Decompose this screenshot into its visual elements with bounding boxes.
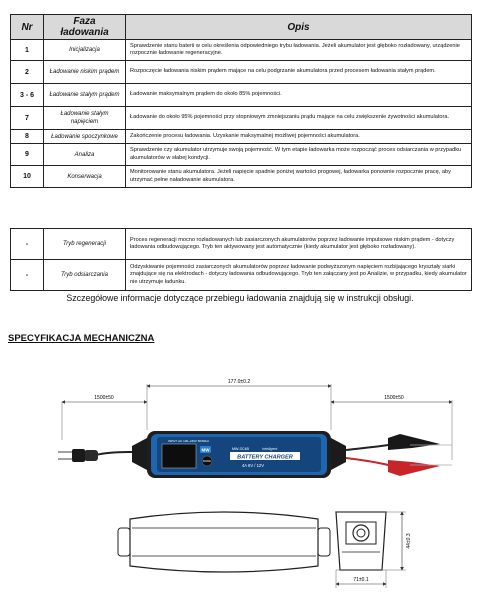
brand-badge: MW bbox=[201, 447, 210, 453]
row-description: Monitorowanie stanu akumulatora. Jeżeli napięcie spadnie poniżej wartości progowej, ładowarka ponownie rozpocznie pracę, aby utrzymać pełne naładowanie akumulatora. bbox=[126, 166, 472, 188]
dim-cable-left-label: 1500±50 bbox=[94, 395, 114, 401]
charger-end-view bbox=[336, 512, 386, 570]
dim-body-length-label: 177.0±0.2 bbox=[227, 379, 251, 385]
row-nr: 7 bbox=[11, 107, 44, 130]
ac-cable bbox=[58, 449, 132, 462]
row-phase: Analiza bbox=[44, 144, 126, 166]
mode-label: MODE bbox=[203, 460, 211, 463]
lcd-display bbox=[162, 444, 196, 468]
row-description: Ładowanie maksymalnym prądem do około 85% pojemności. bbox=[126, 84, 472, 107]
rating-label: 4A 6V / 12V bbox=[241, 463, 265, 468]
row-phase: Ładowanie niskim prądem bbox=[44, 61, 126, 84]
dim-height-label: 44±0.3 bbox=[406, 533, 412, 549]
row-phase: Tryb regeneracji bbox=[44, 229, 126, 260]
subtitle-label: Intelligent bbox=[262, 447, 278, 451]
dim-cable-right-label: 1500±50 bbox=[384, 395, 404, 401]
row-phase: Ładowanie stałym napięciem bbox=[44, 107, 126, 130]
model-label: MW-SC4B bbox=[232, 447, 249, 451]
output-cables bbox=[346, 434, 452, 476]
header-phase: Faza ładowania bbox=[44, 15, 126, 40]
row-phase: Ładowanie stałym prądem bbox=[44, 84, 126, 107]
dimension-width bbox=[336, 570, 386, 588]
row-nr: - bbox=[11, 229, 44, 260]
product-name: BATTERY CHARGER bbox=[237, 454, 293, 461]
row-nr: 9 bbox=[11, 144, 44, 166]
row-phase: Konserwacja bbox=[44, 166, 126, 188]
row-nr: 1 bbox=[11, 40, 44, 61]
row-phase: Tryb odsiarczania bbox=[44, 260, 126, 291]
info-text: Szczegółowe informacje dotyczące przebiegu ładowania znajdują się w instrukcji obsługi. bbox=[66, 293, 414, 303]
dimension-cable-left bbox=[62, 395, 147, 440]
header-nr: Nr bbox=[11, 15, 44, 40]
input-rating-label: INPUT: AC 100~240V 50/60Hz bbox=[168, 439, 209, 443]
row-nr: 8 bbox=[11, 130, 44, 144]
dim-width-label: 71±0.1 bbox=[353, 577, 369, 583]
row-phase: Ładowanie spoczynkowe bbox=[44, 130, 126, 144]
section-title: SPECYFIKACJA MECHANICZNA bbox=[8, 333, 155, 344]
row-description: Odzyskiwanie pojemności zasiarczonych akumulatorów poprzez ładowanie podwyższonym napięciem rozbijającego kryształy siarki znajdujące się na elektrodach - dotyczy ładowania odbudowującego. Tryb ten załączany jest po Analizie, w przypadku, kiedy akumulator nie utrzymuje ładunku. bbox=[126, 260, 472, 291]
row-description: Ładowanie do około 95% pojemności przy stopniowym zmniejszaniu prądu mające na celu zwiększenie żywotności akumulatora. bbox=[126, 107, 472, 130]
black-clamp bbox=[388, 434, 440, 450]
row-phase: Inicjalizacja bbox=[44, 40, 126, 61]
row-nr: - bbox=[11, 260, 44, 291]
row-nr: 2 bbox=[11, 61, 44, 84]
row-description: Sprawdzenie stanu baterii w celu określenia odpowiedniego trybu ładowania. Jeżeli akumulator jest głęboko rozładowany, urządzenie rozpocznie ładowanie regeneracyjne. bbox=[126, 40, 472, 61]
red-clamp bbox=[388, 460, 440, 476]
dimension-body-length bbox=[147, 379, 331, 430]
row-description: Rozpoczęcie ładowania niskim prądem mające na celu podgrzanie akumulatora przed procesem ładowania stałym prądem. bbox=[126, 61, 472, 84]
row-description: Zakończenie procesu ładowania. Uzyskanie maksymalnej możliwej pojemności akumulatora. bbox=[126, 130, 472, 144]
charger-top-view bbox=[132, 431, 346, 478]
row-description: Sprawdzenie czy akumulator utrzymuje swoją pojemność. W tym etapie ładowarka może rozpocząć proces odsiarczania w przypadku akumulatorów w słabej kondycji. bbox=[126, 144, 472, 166]
row-nr: 10 bbox=[11, 166, 44, 188]
charger-side-view bbox=[118, 512, 330, 572]
row-description: Proces regeneracji mocno rozładowanych lub zasiarczonych akumulatorów poprzez ładowanie impulsowe niskim prądem - dotyczy ładowania odbudowującego. Tryb ten aktywowany jest automatycznie (kiedy akumulator jest głęboko rozładowany). bbox=[126, 229, 472, 260]
header-description: Opis bbox=[126, 15, 472, 40]
row-nr: 3 - 6 bbox=[11, 84, 44, 107]
